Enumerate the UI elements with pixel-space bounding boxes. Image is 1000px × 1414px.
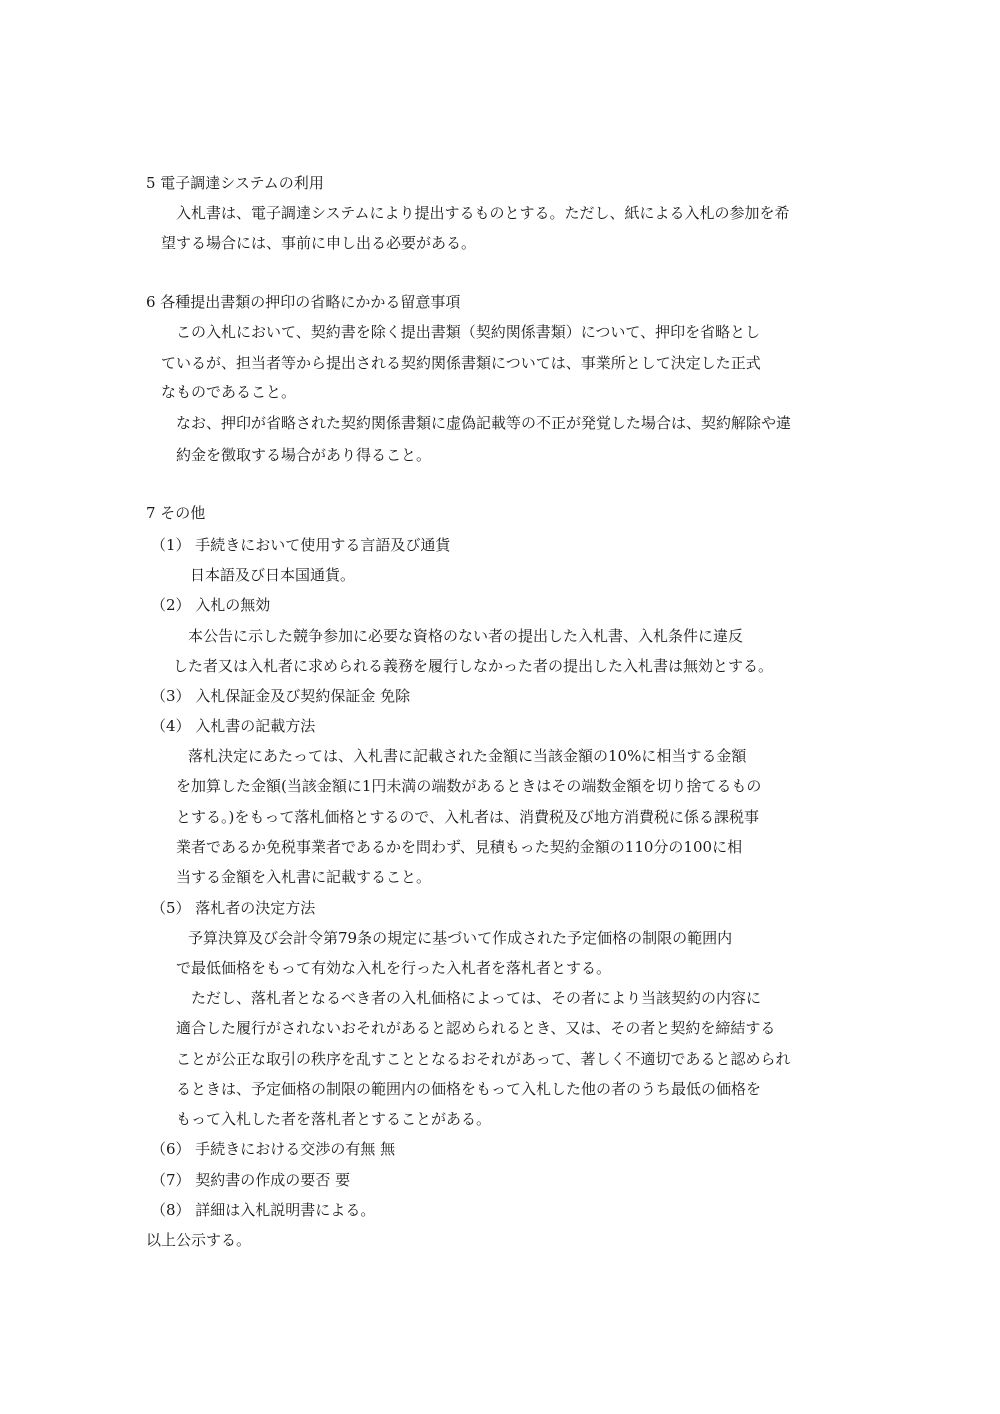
item-4-line-4: 業者であるか免税事業者であるかを問わず、見積もった契約金額の110分の100に相 [176, 838, 743, 856]
section-5-heading: 5 電子調達システムの利用 [146, 174, 324, 192]
section-5-line-2: 望する場合には、事前に申し出る必要がある。 [161, 234, 477, 252]
item-5-line-6: るときは、予定価格の制限の範囲内の価格をもって入札した他の者のうち最低の価格を [176, 1080, 762, 1098]
item-1-line-1: 日本語及び日本国通貨。 [190, 566, 356, 584]
section-6-line-2: ているが、担当者等から提出される契約関係書類については、事業所として決定した正式 [161, 354, 761, 372]
section-6-line-4: なお、押印が省略された契約関係書類に虚偽記載等の不正が発覚した場合は、契約解除や違 [176, 414, 792, 432]
item-5-line-5: ことが公正な取引の秩序を乱すこととなるおそれがあって、著しく不適切であると認められ [176, 1050, 791, 1068]
item-4-line-1: 落札決定にあたっては、入札書に記載された金額に当該金額の10%に相当する金額 [188, 747, 747, 765]
item-4-line-2: を加算した金額(当該金額に1円未満の端数があるときはその端数金額を切り捨てるもの [176, 777, 762, 795]
section-6-heading: 6 各種提出書類の押印の省略にかかる留意事項 [146, 293, 461, 311]
item-6-label: （6） 手続きにおける交渉の有無 無 [151, 1140, 396, 1158]
closing-statement: 以上公示する。 [146, 1231, 252, 1249]
item-8-label: （8） 詳細は入札説明書による。 [151, 1201, 376, 1219]
section-5-line-1: 入札書は、電子調達システムにより提出するものとする。ただし、紙による入札の参加を希 [176, 204, 790, 222]
item-2-line-2: した者又は入札者に求められる義務を履行しなかった者の提出した入札書は無効とする。 [173, 657, 774, 675]
item-5-line-4: 適合した履行がされないおそれがあると認められるとき、又は、その者と契約を締結する [176, 1019, 776, 1037]
item-4-line-3: とする。)をもって落札価格とするので、入札者は、消費税及び地方消費税に係る課税事 [176, 808, 760, 826]
item-5-line-1: 予算決算及び会計令第79条の規定に基づいて作成された予定価格の制限の範囲内 [188, 929, 733, 947]
section-6-line-3: なものであること。 [161, 383, 297, 401]
item-3-label: （3） 入札保証金及び契約保証金 免除 [151, 687, 411, 705]
item-5-line-7: もって入札した者を落札者とすることがある。 [176, 1110, 492, 1128]
item-4-line-5: 当する金額を入札書に記載すること。 [176, 868, 432, 886]
section-7-heading: 7 その他 [146, 504, 206, 522]
item-4-label: （4） 入札書の記載方法 [151, 717, 316, 735]
item-5-line-2: で最低価格をもって有効な入札を行った入札者を落札者とする。 [176, 959, 612, 977]
item-1-label: （1） 手続きにおいて使用する言語及び通貨 [151, 536, 451, 554]
item-2-line-1: 本公告に示した競争参加に必要な資格のない者の提出した入札書、入札条件に違反 [188, 627, 744, 645]
item-2-label: （2） 入札の無効 [151, 596, 271, 614]
section-6-line-5: 約金を徴取する場合があり得ること。 [176, 446, 432, 464]
item-7-label: （7） 契約書の作成の要否 要 [151, 1171, 351, 1189]
section-6-line-1: この入札において、契約書を除く提出書類（契約関係書類）について、押印を省略とし [176, 323, 761, 341]
item-5-label: （5） 落札者の決定方法 [151, 899, 316, 917]
item-5-line-3: ただし、落札者となるべき者の入札価格によっては、その者により当該契約の内容に [191, 989, 762, 1007]
